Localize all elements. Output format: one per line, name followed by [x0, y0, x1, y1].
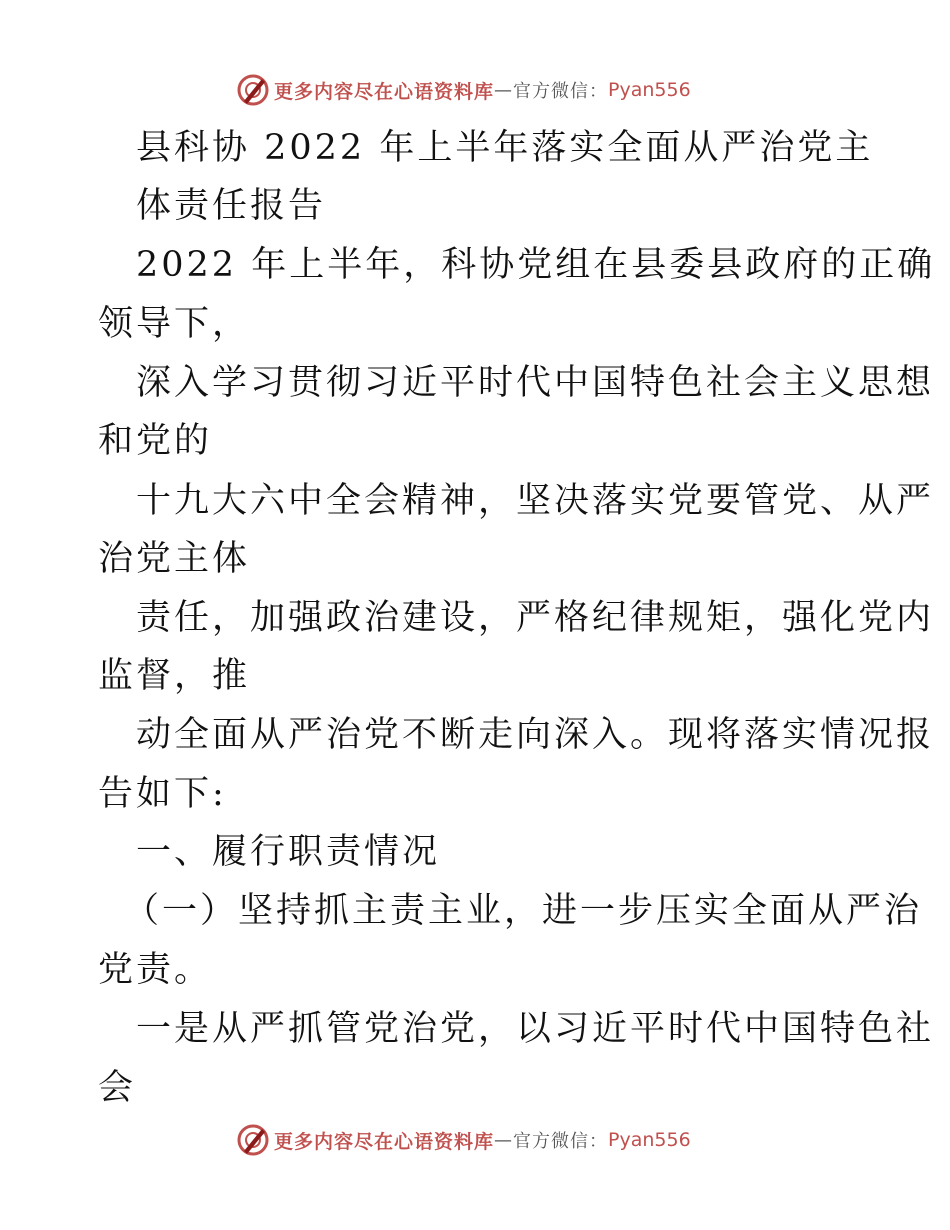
pen-logo-icon	[236, 73, 270, 107]
body-line: 和党的	[98, 421, 213, 461]
pen-logo-icon	[236, 1123, 270, 1157]
body-line: 党责。	[98, 950, 213, 990]
banner-dash: —	[494, 79, 514, 101]
banner-wechat-id: Pyan556	[608, 79, 691, 101]
body-line: 2022 年上半年，科协党组在县委县政府的正确	[136, 245, 936, 285]
title-line: 县科协 2022 年上半年落实全面从严治党主	[136, 128, 874, 168]
body-line: 监督，推	[98, 656, 251, 696]
body-line: 一是从严抓管党治党，以习近平时代中国特色社	[136, 1009, 935, 1049]
subsection-heading: （一）坚持抓主责主业，进一步压实全面从严治	[124, 891, 923, 931]
footer-banner	[236, 1122, 716, 1158]
body-line: 领导下，	[98, 304, 251, 344]
banner-sub-text: 官方微信：	[513, 1131, 609, 1152]
banner-main-text: 更多内容尽在心语资料库	[274, 1130, 495, 1153]
body-line: 告如下:	[98, 774, 227, 814]
body-line: 责任，加强政治建设，严格纪律规矩，强化党内	[136, 598, 935, 638]
section-heading: 一、履行职责情况	[136, 832, 441, 872]
banner-wechat-id: Pyan556	[608, 1129, 691, 1151]
body-line: 十九大六中全会精神，坚决落实党要管党、从严	[136, 481, 935, 521]
body-line: 会	[98, 1068, 137, 1108]
body-line: 治党主体	[98, 539, 251, 579]
body-line: 深入学习贯彻习近平时代中国特色社会主义思想	[136, 363, 935, 403]
banner-main-text: 更多内容尽在心语资料库	[274, 80, 495, 103]
header-banner	[236, 72, 716, 108]
title-line: 体责任报告	[136, 186, 327, 226]
banner-dash: —	[494, 1129, 514, 1151]
body-line: 动全面从严治党不断走向深入。现将落实情况报	[136, 715, 935, 755]
banner-sub-text: 官方微信：	[513, 81, 609, 102]
